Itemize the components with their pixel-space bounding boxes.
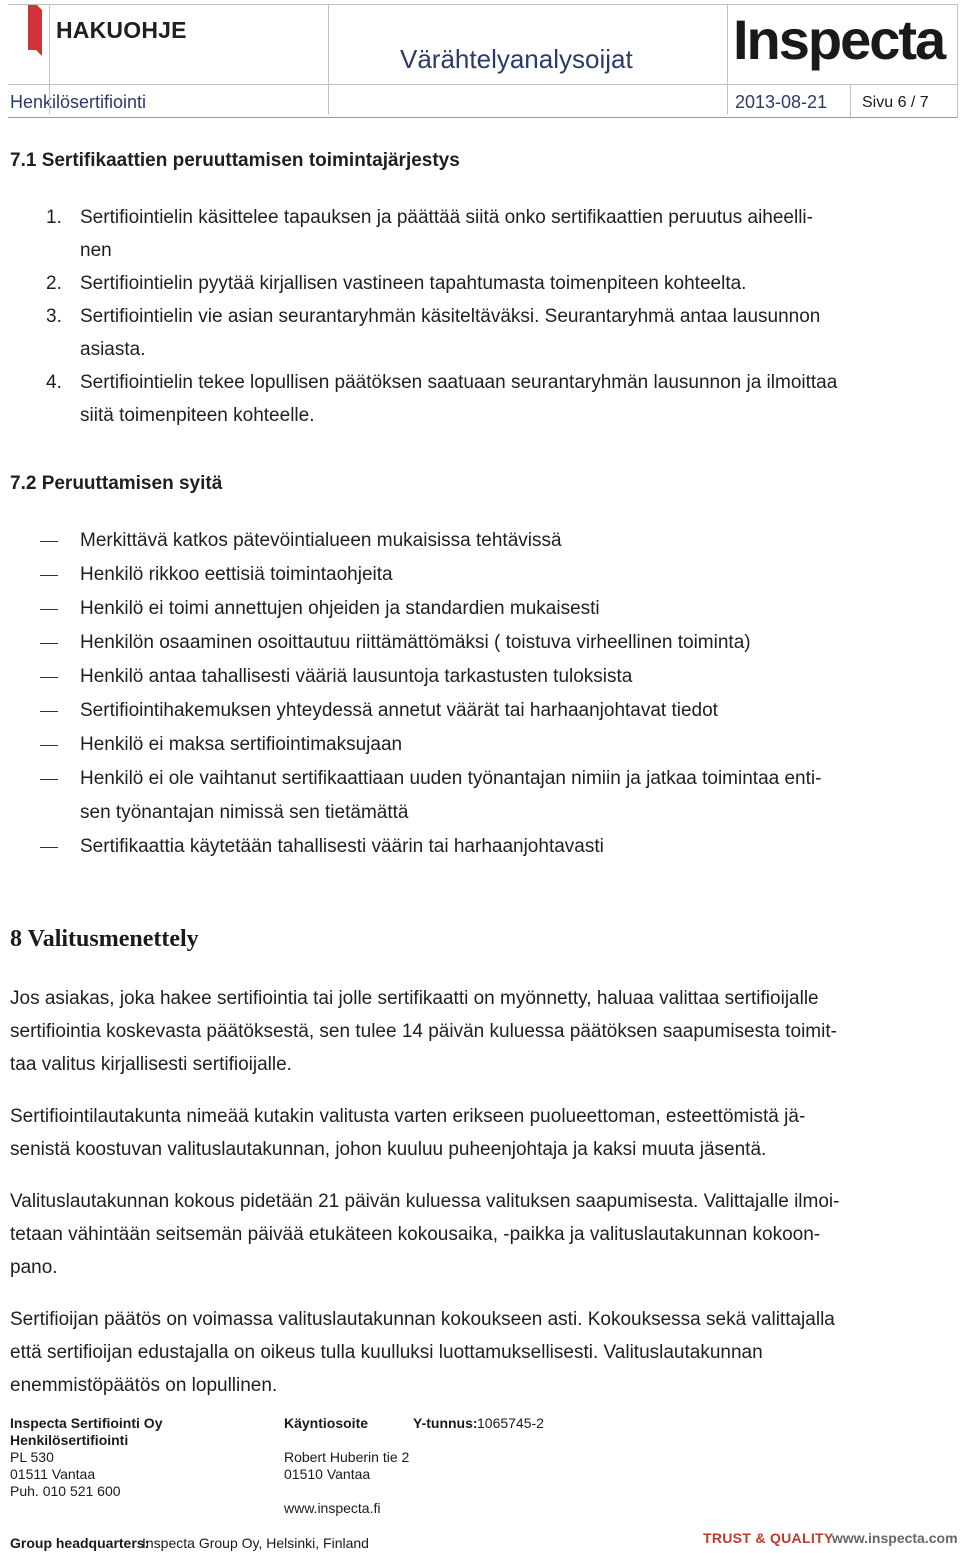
header-date: 2013-08-21 [735, 92, 828, 112]
header-divider [8, 117, 958, 118]
footer-company: Inspecta Sertifiointi Oy [10, 1415, 163, 1431]
header-divider-v3 [727, 4, 728, 114]
header-divider-top [8, 4, 958, 5]
list-item-line: asiasta. [80, 339, 146, 360]
footer-web-link[interactable]: www.inspecta.fi [284, 1500, 381, 1516]
footer-web2-link[interactable]: www.inspecta.com [832, 1530, 958, 1546]
header-divider-v4 [850, 84, 851, 117]
header-divider-mid [8, 84, 958, 85]
footer-ytunnus-label: Y-tunnus: [413, 1415, 478, 1431]
paragraph-line: senistä koostuvan valituslautakunnan, johon kuuluu puheenjohtaja ja kaksi muuta jäsentä. [10, 1139, 767, 1160]
section-8-heading: 8 Valitusmenettely [10, 926, 199, 952]
footer-hq: Inspecta Group Oy, Helsinki, Finland [142, 1535, 369, 1551]
footer-trust-quality: TRUST & QUALITY [703, 1530, 834, 1546]
footer-dept: Henkilösertifiointi [10, 1432, 129, 1448]
reason-item: Henkilön osaaminen osoittautuu riittämättömäksi ( toistuva virheellinen toiminta) [80, 632, 751, 653]
inspecta-logo: Inspecta [733, 8, 945, 71]
dash-bullet-icon [40, 541, 58, 542]
footer-visit-label: Käyntiosoite [284, 1415, 369, 1431]
footer-phone: Puh. 010 521 600 [10, 1483, 121, 1499]
paragraph-line: Sertifioijan päätös on voimassa valituslautakunnan kokoukseen asti. Kokouksessa sekä valittajalla [10, 1309, 835, 1330]
document-type: HAKUOHJE [56, 17, 187, 43]
list-item-line: Sertifiointielin käsittelee tapauksen ja päättää siitä onko sertifikaattien peruutus aiheelli- [80, 207, 813, 228]
dash-bullet-icon [40, 643, 58, 644]
footer-po: PL 530 [10, 1449, 54, 1465]
reason-item: Henkilö ei toimi annettujen ohjeiden ja standardien mukaisesti [80, 598, 600, 619]
footer-hq-label: Group headquarters: [10, 1535, 150, 1551]
paragraph-line: Valituslautakunnan kokous pidetään 21 päivän kuluessa valituksen saapumisesta. Valittajalle ilmoi- [10, 1191, 840, 1212]
list-number: 1. [46, 207, 62, 228]
list-number: 2. [46, 273, 62, 294]
dash-bullet-icon [40, 609, 58, 610]
list-item-line: siitä toimenpiteen kohteelle. [80, 405, 315, 426]
document-title: Värähtelyanalysoijat [400, 44, 633, 74]
footer-ytunnus: 1065745-2 [477, 1415, 544, 1431]
reason-item: Merkittävä katkos pätevöintialueen mukaisissa tehtävissä [80, 530, 562, 551]
section-7-1-heading: 7.1 Sertifikaattien peruuttamisen toimintajärjestys [10, 150, 460, 171]
list-number: 4. [46, 372, 62, 393]
footer-street: Robert Huberin tie 2 [284, 1449, 410, 1465]
dash-bullet-icon [40, 575, 58, 576]
page-number: Sivu 6 / 7 [862, 94, 929, 111]
paragraph-line: Sertifiointilautakunta nimeää kutakin valitusta varten erikseen puolueettoman, esteettömistä jä- [10, 1106, 806, 1127]
list-item-line: nen [80, 240, 112, 261]
paragraph-line: että sertifioijan edustajalla on oikeus tulla kuulluksi luottamuksellisesti. Valituslautakunnan [10, 1342, 763, 1363]
list-item-line: Sertifiointielin tekee lopullisen päätöksen saatuaan seurantaryhmän lausunnon ja ilmoittaa [80, 372, 838, 393]
header-divider-v2 [328, 4, 329, 114]
paragraph-line: pano. [10, 1257, 58, 1278]
header-divider-v5 [957, 4, 958, 118]
list-number: 3. [46, 306, 62, 327]
reason-item: Sertifiointihakemuksen yhteydessä annetut väärät tai harhaanjohtavat tiedot [80, 700, 718, 721]
header-subtitle: Henkilösertifiointi [10, 92, 147, 112]
dash-bullet-icon [40, 779, 58, 780]
paragraph-line: taa valitus kirjallisesti sertifioijalle. [10, 1054, 292, 1075]
paragraph-line: Jos asiakas, joka hakee sertifiointia tai jolle sertifikaatti on myönnetty, haluaa valittaa sertifioijalle [10, 988, 819, 1009]
list-item-line: Sertifiointielin vie asian seurantaryhmän käsiteltäväksi. Seurantaryhmä antaa lausunnon [80, 306, 821, 327]
document-flag-icon [14, 4, 42, 56]
paragraph-line: enemmistöpäätös on lopullinen. [10, 1375, 278, 1396]
dash-bullet-icon [40, 847, 58, 848]
dash-bullet-icon [40, 711, 58, 712]
footer-city: 01511 Vantaa [10, 1466, 96, 1482]
section-7-2-heading: 7.2 Peruuttamisen syitä [10, 473, 223, 494]
dash-bullet-icon [40, 677, 58, 678]
dash-bullet-icon [40, 745, 58, 746]
footer-visit-city: 01510 Vantaa [284, 1466, 371, 1482]
paragraph-line: tetaan vähintään seitsemän päivää etukäteen kokousaika, -paikka ja valituslautakunnan kokoon- [10, 1224, 821, 1245]
reason-item: Henkilö antaa tahallisesti vääriä lausuntoja tarkastusten tuloksista [80, 666, 633, 687]
list-item-line: Sertifiointielin pyytää kirjallisen vastineen tapahtumasta toimenpiteen kohteelta. [80, 273, 747, 294]
reason-item: Sertifikaattia käytetään tahallisesti väärin tai harhaanjohtavasti [80, 836, 604, 857]
paragraph-line: sertifiointia koskevasta päätöksestä, sen tulee 14 päivän kuluessa päätöksen saapumisesta toimit- [10, 1021, 837, 1042]
reason-item: Henkilö rikkoo eettisiä toimintaohjeita [80, 564, 393, 585]
header-divider-v1 [49, 4, 50, 114]
reason-item: Henkilö ei maksa sertifiointimaksujaan [80, 734, 403, 755]
reason-item: sen työnantajan nimissä sen tietämättä [80, 802, 409, 823]
reason-item: Henkilö ei ole vaihtanut sertifikaattiaan uuden työnantajan nimiin ja jatkaa toimintaa enti- [80, 768, 822, 789]
